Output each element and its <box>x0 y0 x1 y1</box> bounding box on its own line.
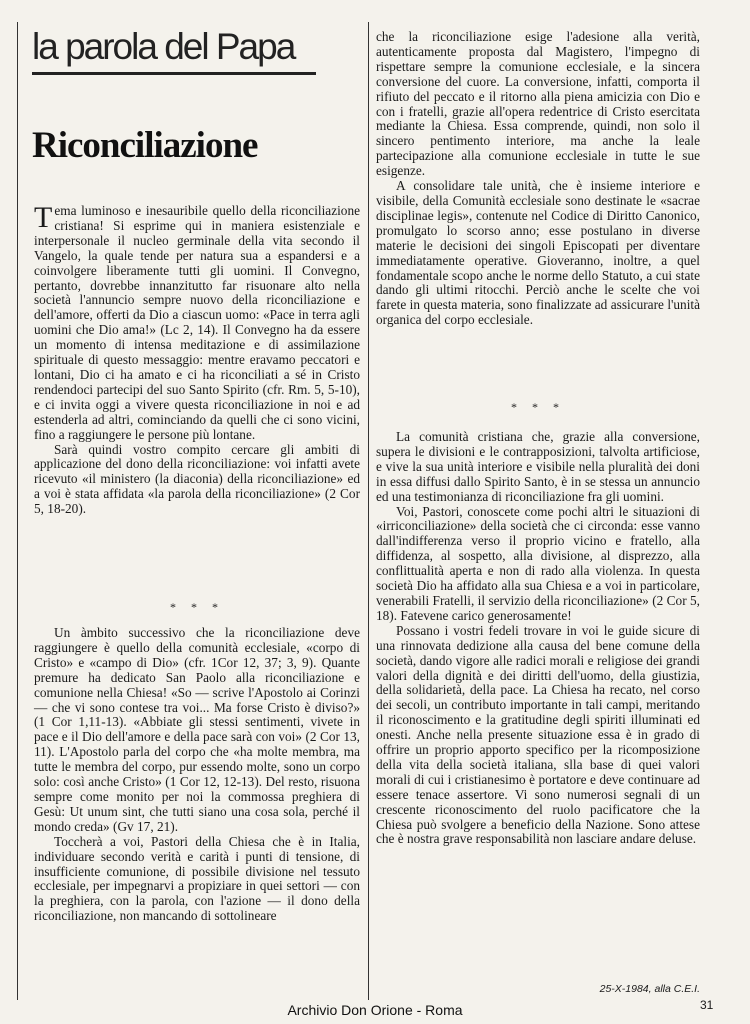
paragraph: Possano i vostri fedeli trovare in voi le guide sicure di una rinnovata dedizione alla causa del bene comune della società, dando vigore alle radici morali e religiose dei grandi valori della dignità e dei diritti dell'uomo, della giustizia, della solidarietà, della pace. La Chiesa ha recato, nel corso dei secoli, un contributo importante in tali campi, meritando il riconoscimento e la gratitudine degli spiriti illuminati ed onesti. Anche nella presente situazione essa è in grado di offrire un proprio apporto specifico per la ricomposizione della vita della società italiana, slla base di quei valori morali di cui i cristianesimo è portatore e deve continuare ad essere tenace assertore. Vi sono numerosi segnali di un crescente riconoscimento del ruolo pacificatore che la Chiesa può svolgere a beneficio della Nazione. Sono attese che è nostra grave responsabilità non lasciare andare deluse. <box>376 622 700 847</box>
paragraph: Sarà quindi vostro compito cercare gli ambiti di applicazione del dono della riconciliazione: voi infatti avete ricevuto «il ministero (la diaconia) della riconciliazione» ed a voi è stata affidata «la parola della riconciliazione» (2 Cor 5, 18-20). <box>34 441 360 517</box>
section-separator: * * * <box>511 400 565 414</box>
paragraph: Toccherà a voi, Pastori della Chiesa che è in Italia, individuare secondo verità e carità i punti di tensione, di insufficiente comunione, di possibile divisione nel tessuto ecclesiale, per impegnarvi a propiziare in quei settori — con la preghiera, con la parola, con l'azione — il dono della riconciliazione, non mancando di sottolineare <box>34 833 360 924</box>
left-column-bottom <box>34 626 360 924</box>
archive-footer: Archivio Don Orione - Roma <box>287 1002 463 1018</box>
page-number: 31 <box>700 998 714 1012</box>
paragraph: A consolidare tale unità, che è insieme interiore e visibile, della Comunità ecclesiale sono destinate le «sacrae disciplinae legis», contenute nel Codice di Diritto Canonico, promulgato lo scorso anno; esse postulano in diverse materie le decisioni dei singoli Episcopati per diventare immediatamente operative. Gioveranno, inoltre, a quel fondamentale scopo anche le norme dello Statuto, a cui state dando gli ultimi ritocchi. Perciò anche le scelte che voi farete in questa materia, sono finalizzate ad assicurare l'unità organica del corpo ecclesiale. <box>376 178 700 328</box>
drop-cap: T <box>34 201 53 234</box>
left-column-rule <box>17 22 18 1000</box>
masthead-underline <box>32 72 316 75</box>
section-masthead: la parola del Papa <box>32 26 295 67</box>
left-column-top <box>34 201 360 517</box>
paragraph: Voi, Pastori, conoscete come pochi altri le situazioni di «irriconciliazione» della società che ci circonda: esse vanno dall'indifferenza verso il proprio vicino e fratello, alla diffidenza, al sospetto, alla divisione, al disprezzo, alla conflittualità aperta e non di rado alla violenza. In questa società Dio ha affidato alla sua Chiesa e a voi in particolare, venerabili Fratelli, il servizio della riconciliazione» (2 Cor 5, 18). Fatevene carico generosamente! <box>376 503 700 623</box>
paragraph: Un àmbito successivo che la riconciliazione deve raggiungere è quello della comunità ecclesiale, «corpo di Cristo» e «campo di Dio» (cfr. 1Cor 12, 37; 3, 9). Quante premure ha dedicato San Paolo alla riconciliazione e comunione nella Chiesa! «So — scrive l'Apostolo ai Corinzi — che vi sono contese tra voi... Ma forse Cristo è diviso?» (1 Cor 1,11-13). «Abbiate gli stessi sentimenti, vivete in pace e il Dio dell'amore e della pace sarà con voi» (2 Cor 13, 11). L'Apostolo parla del corpo che «ha molte membra, ma tutte le membra del corpo, pur essendo molte, sono un corpo solo: così anche Cristo» (1 Cor 12, 12-13). Del resto, risuona sempre come monito per noi la commossa preghiera di Gesù: Ut unum sint, che tutti siano una cosa sola, perché il mondo creda» (Gv 17, 21). <box>34 625 360 834</box>
paragraph: Tema luminoso e inesauribile quello della riconciliazione cristiana! Si esprime qui in maniera esistenziale e interpersonale il nucleo germinale della vita secondo il Vangelo, la quale tende per natura sua a espandersi e a coinvolgere liberamente tutti gli uomini. Il Convegno, pertanto, dovrebbe innanzitutto far risuonare alto nella società l'annuncio sempre nuovo della riconciliazione e dell'amore, offerti da Dio a ciascun uomo: «Pace in terra agli uomini che Dio ama!» (Lc 2, 14). Il Convegno ha da essere un momento di intensa meditazione e di assimilazione spirituale di questo messaggio: mentre eravamo peccatori e lontani, Dio ci ha amato e ci ha riconciliati a sé in Cristo rendendoci partecipi del suo Santo Spirito (cfr. Rm. 5, 5-10), e ci invita oggi a vivere questa riconciliazione in noi e ad estenderla ad altri, cominciando da quelli che ci sono vicini, fino a raggiungere le persone più lontane. <box>34 201 360 442</box>
paragraph: che la riconciliazione esige l'adesione alla verità, autenticamente proposta dal Magistero, l'impegno di rispettare sempre la comunione ecclesiale, e la sincera conversione del cuore. La conversione, infatti, comporta il rifiuto del peccato e il ritorno alla piena amicizia con Dio e con i fratelli, grazie all'opera redentrice di Cristo esercitata mediante la Chiesa. Essa comprende, quindi, non solo il sincero pentimento interiore, ma anche la leale partecipazione alla comunione ecclesiale in tutte le sue esigenze. <box>376 29 700 179</box>
section-separator: * * * <box>170 600 224 614</box>
paragraph: La comunità cristiana che, grazie alla conversione, supera le divisioni e le contrapposizioni, talvolta artificiose, e vive la sua unità interiore e visibile nella pluralità dei doni in essa diffusi dallo Spirito Santo, è in se stessa un annuncio ed una testimonianza di riconciliazione fra gli uomini. <box>376 429 700 504</box>
article-title: Riconciliazione <box>32 125 258 166</box>
right-column-bottom <box>376 430 700 847</box>
column-divider-rule <box>368 22 369 1000</box>
date-signature: 25-X-1984, alla C.E.I. <box>599 983 700 995</box>
right-column-top <box>376 30 700 328</box>
